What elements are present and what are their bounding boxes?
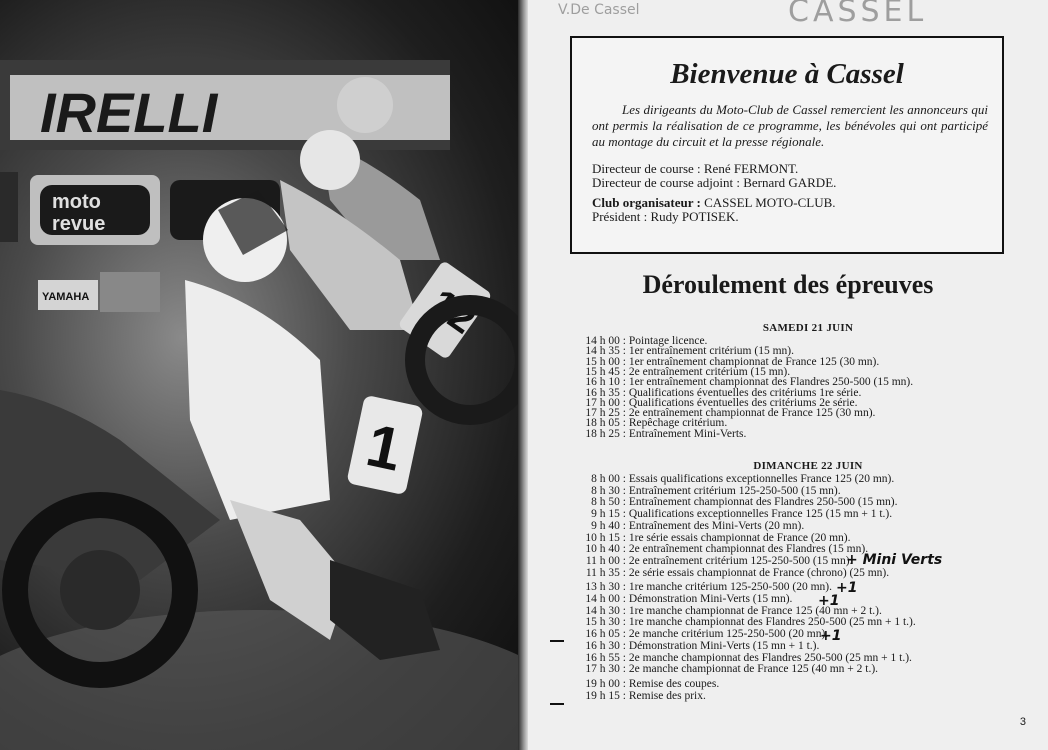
schedule-time: 9 h 15 : [591, 508, 626, 521]
schedule-event: Démonstration Mini-Verts (15 mn + 1 t.). [628, 639, 820, 652]
schedule-time: 16 h 55 : [585, 651, 626, 664]
race-director: Directeur de course : René FERMONT. [592, 161, 799, 176]
schedule-item [564, 555, 852, 567]
schedule-time: 17 h 00 : [585, 396, 626, 409]
schedule-time: 11 h 00 : [585, 554, 626, 567]
schedule-event: 2e entraînement critérium (15 mn). [628, 365, 791, 378]
schedule-time: 9 h 40 : [591, 519, 626, 532]
schedule-item [564, 532, 851, 544]
schedule-event: 2e manche championnat de France 125 (40 mn + 2 t.). [628, 663, 879, 676]
schedule-time: 17 h 30 : [585, 663, 626, 676]
schedule-item [564, 508, 892, 520]
schedule-time: 8 h 50 : [591, 496, 626, 509]
program-title: Déroulement des épreuves [642, 270, 934, 299]
handwritten-mini-verts: + Mini Verts [846, 552, 943, 568]
handwritten-mark: +1 [820, 628, 842, 644]
schedule-event: Démonstration Mini-Verts (15 mn). [628, 593, 793, 605]
schedule-event: 2e manche critérium 125-250-500 (20 mn). [628, 628, 829, 641]
handwritten-dash [550, 640, 564, 642]
schedule-event: Entraînement championnat des Flandres 250-500 (15 mn). [628, 496, 898, 509]
page-number: 3 [1019, 716, 1026, 728]
schedule-time: 16 h 05 : [585, 628, 626, 641]
schedule-event: Qualifications exceptionnelles France 125 (15 mn + 1 t.). [628, 508, 893, 521]
schedule-item [564, 485, 841, 497]
schedule-item [564, 663, 878, 675]
schedule-time: 14 h 00 : [585, 593, 626, 605]
top-left-scribble: V.De Cassel [558, 2, 640, 18]
photo-illustration [0, 0, 522, 750]
schedule-time: 10 h 15 : [585, 531, 626, 544]
schedule-event: Entraînement critérium 125-250-500 (15 mn). [628, 484, 841, 497]
schedule-time: 16 h 35 : [585, 386, 626, 399]
schedule-event: Qualifications éventuelles des critériums 2e série. [628, 396, 858, 409]
schedule-event: Remise des prix. [628, 689, 706, 702]
schedule-item [564, 473, 894, 485]
organizing-club: Club organisateur : CASSEL MOTO-CLUB. [592, 195, 836, 210]
handwritten-mark: +1 [818, 593, 840, 609]
moto-revue-sign: moto [52, 191, 101, 213]
schedule-event: 2e entraînement critérium 125-250-500 (15 mn). [628, 554, 853, 567]
schedule-time: 16 h 10 : [585, 376, 626, 389]
pirelli-sign: IRELLI [40, 81, 218, 144]
schedule-time: 14 h 00 : [585, 335, 626, 347]
handwritten-mark: +1 [836, 580, 858, 596]
svg-text:revue: revue [52, 213, 106, 235]
schedule-item [564, 616, 916, 628]
schedule-item [564, 581, 832, 593]
schedule-time: 16 h 30 : [585, 639, 626, 652]
schedule-item [564, 678, 719, 690]
top-scribble: CASSEL [788, 0, 928, 29]
schedule-time: 19 h 15 : [585, 689, 626, 702]
schedule-time: 10 h 40 : [585, 543, 626, 556]
schedule-item [564, 567, 889, 579]
welcome-box [570, 36, 1004, 254]
schedule-item [564, 496, 897, 508]
schedule-item [564, 543, 868, 555]
schedule-time: 17 h 25 : [585, 407, 626, 420]
schedule-time: 14 h 35 : [585, 345, 626, 358]
schedule-item [564, 520, 804, 532]
schedule-time: 18 h 05 : [585, 417, 626, 430]
saturday-header: SAMEDI 21 JUIN [762, 322, 854, 334]
schedule-item [564, 652, 912, 664]
schedule-item [564, 690, 706, 702]
schedule-item [564, 428, 746, 440]
page-gutter [518, 0, 528, 750]
schedule-time: 14 h 30 : [585, 604, 626, 617]
schedule-time: 15 h 45 : [585, 365, 626, 378]
schedule-event: 2e entraînement championnat de France 125 (30 mn). [628, 407, 876, 420]
yamaha-sign: YAMAHA [42, 291, 90, 303]
welcome-intro: Les dirigeants du Moto-Club de Cassel remercient les annonceurs qui ont permis la réalisation de ce programme, les bénévoles qui ont participé au montage du circuit et la presse régionale. [592, 102, 988, 149]
schedule-event: 1re manche championnat de France 125 (40 mn + 2 t.). [628, 604, 882, 617]
schedule-event: 1re série essais championnat de France (20 mn). [628, 531, 851, 544]
schedule-event: Entraînement des Mini-Verts (20 mn). [628, 519, 805, 532]
schedule-event: Pointage licence. [628, 335, 708, 347]
schedule-item [564, 593, 792, 605]
schedule-event: 1er entraînement championnat de France 125 (30 mn). [628, 355, 880, 368]
schedule-time: 18 h 25 : [585, 427, 626, 440]
schedule-event: 2e série essais championnat de France (chrono) (25 mn). [628, 566, 890, 579]
schedule-event: 1re manche championnat des Flandres 250-500 (25 mn + 1 t.). [628, 616, 916, 629]
schedule-event: Essais qualifications exceptionnelles France 125 (20 mn). [628, 473, 895, 485]
schedule-event: 1er entraînement critérium (15 mn). [628, 345, 794, 358]
welcome-title: Bienvenue à Cassel [670, 58, 904, 90]
schedule-time: 8 h 30 : [591, 484, 626, 497]
schedule-event: Entraînement Mini-Verts. [628, 427, 747, 440]
plate-front-number: 1 [360, 411, 408, 484]
schedule-time: 19 h 00 : [585, 677, 626, 690]
plate-back-number: 12 [421, 280, 484, 343]
motocross-photo [0, 0, 522, 750]
schedule-time: 15 h 30 : [585, 616, 626, 629]
schedule-event: 1re manche critérium 125-250-500 (20 mn). [628, 581, 832, 594]
schedule-event: Repêchage critérium. [628, 417, 728, 430]
schedule-event: Remise des coupes. [628, 677, 720, 690]
assistant-director: Directeur de course adjoint : Bernard GARDE. [592, 175, 837, 190]
schedule-item [564, 628, 828, 640]
schedule-event: 2e manche championnat des Flandres 250-500 (25 mn + 1 t.). [628, 651, 912, 664]
schedule-event: Qualifications éventuelles des critériums 1re série. [628, 386, 862, 399]
schedule-event: 2e entraînement championnat des Flandres (15 mn). [628, 543, 869, 556]
club-president: Président : Rudy POTISEK. [592, 209, 739, 224]
handwritten-dash [550, 703, 564, 705]
schedule-time: 11 h 35 : [585, 566, 626, 579]
schedule-time: 15 h 00 : [585, 355, 626, 368]
schedule-time: 8 h 00 : [591, 473, 626, 485]
schedule-event: 1er entraînement championnat des Flandres 250-500 (15 mn). [628, 376, 914, 389]
program-page [528, 0, 1048, 750]
schedule-time: 13 h 30 : [585, 581, 626, 594]
schedule-item [564, 640, 819, 652]
sunday-header: DIMANCHE 22 JUIN [753, 460, 863, 472]
